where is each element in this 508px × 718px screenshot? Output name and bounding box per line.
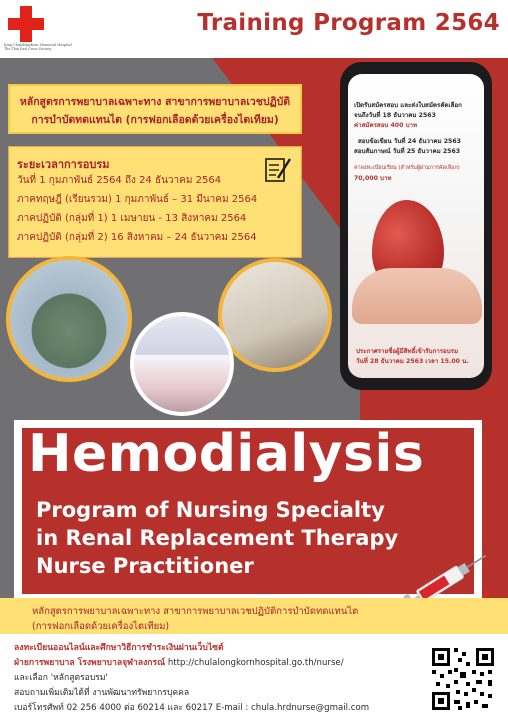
checklist-pen-icon [263, 155, 293, 185]
announce-line-2: วันที่ 28 ธันวาคม 2563 เวลา 15.00 น. [356, 358, 469, 365]
qr-code-icon[interactable] [430, 646, 496, 712]
phone-line-5: สอบสัมภาษณ์ วันที่ 25 ธันวาคม 2563 [354, 148, 461, 155]
phone-line-4: สอบข้อเขียน วันที่ 24 ธันวาคม 2563 [358, 138, 461, 145]
bottom-line-1: หลักสูตรการพยาบาลเฉพาะทาง สาขาการพยาบาลเวชปฏิบัติการบำบัดทดแทนไต [32, 606, 359, 617]
bottom-line-2: (การฟอกเลือดด้วยเครื่องไตเทียม) [32, 621, 170, 632]
fee-label: ค่าลงทะเบียนเรียน (สำหรับผู้ผ่านการคัดเลือก) [354, 165, 460, 171]
course-line-2: การบำบัดทดแทนไต (การฟอกเลือดด้วยเครื่องไตเทียม) [31, 114, 279, 126]
course-box [8, 84, 302, 134]
group-photo [130, 312, 234, 416]
banner-line-2: in Renal Replacement Therapy [36, 526, 399, 550]
logo-line-2: The Thai Red Cross Society [4, 47, 52, 51]
banner-line-3: Nurse Practitioner [36, 554, 254, 578]
course-line-1: หลักสูตรการพยาบาลเฉพาะทาง สาขาการพยาบาลเวชปฏิบัติ [19, 96, 291, 108]
dialysis-room-photo [218, 258, 332, 372]
logo-text [4, 43, 84, 51]
schedule-heading: ระยะเวลาการอบรม [17, 158, 110, 171]
fee-value: 70,000 บาท [354, 175, 392, 182]
schedule-box [8, 146, 302, 258]
banner-title: Hemodialysis [28, 424, 425, 484]
contact-line-2 [14, 655, 344, 669]
page-title: Training Program 2564 [197, 10, 500, 36]
city-photo [6, 256, 132, 382]
phone-line-3: ค่าสมัครสอบ 400 บาท [354, 122, 418, 129]
contact-line-3: และเลือก 'หลักสูตรอบรม' [14, 673, 108, 683]
bottom-course-box [0, 598, 508, 634]
contact-dept: ฝ่ายการพยาบาล โรงพยาบาลจุฬาลงกรณ์ [14, 658, 166, 668]
phone-line-2: จนถึงวันที่ 18 ธันวาคม 2563 [354, 112, 436, 119]
schedule-line: ภาคปฏิบัติ (กลุ่มที่ 1) 1 เมษายน - 13 สิงหาคม 2564 [17, 213, 247, 224]
contact-line-1: ลงทะเบียนออนไลน์และศึกษาวิธีการชำระเงินผ่านเว็บไซต์ [14, 643, 224, 653]
banner-line-1: Program of Nursing Specialty [36, 498, 385, 522]
contact-line-5: เบอร์โทรศัพท์ 02 256 4000 ต่อ 60214 และ 60217 E-mail : chula.hrdnurse@gmail.com [14, 703, 370, 713]
contact-line-4: สอบถามเพิ่มเติมได้ที่ งานพัฒนาทรัพยากรบุคคล [14, 688, 190, 698]
red-cross-icon [8, 6, 44, 42]
phone-line-1: เปิดรับสมัครสอบ และส่งใบสมัครคัดเลือก [354, 102, 462, 109]
schedule-line: ภาคปฏิบัติ (กลุ่มที่ 2) 16 สิงหาคม – 24 ธันวาคม 2564 [17, 232, 257, 243]
announce-line-1: ประกาศรายชื่อผู้มีสิทธิ์เข้ารับการอบรม [356, 348, 459, 355]
hand-illustration [352, 268, 482, 324]
schedule-line: ภาคทฤษฎี (เรียนรวม) 1 กุมภาพันธ์ – 31 มีนาคม 2564 [17, 194, 258, 205]
logo-line-1: King Chulalongkorn Memorial Hospital [4, 43, 72, 47]
schedule-line: วันที่ 1 กุมภาพันธ์ 2564 ถึง 24 ธันวาคม 2564 [17, 175, 222, 186]
register-link[interactable]: http://chulalongkornhospital.go.th/nurse/ [167, 658, 344, 668]
phone-notch [392, 64, 440, 72]
